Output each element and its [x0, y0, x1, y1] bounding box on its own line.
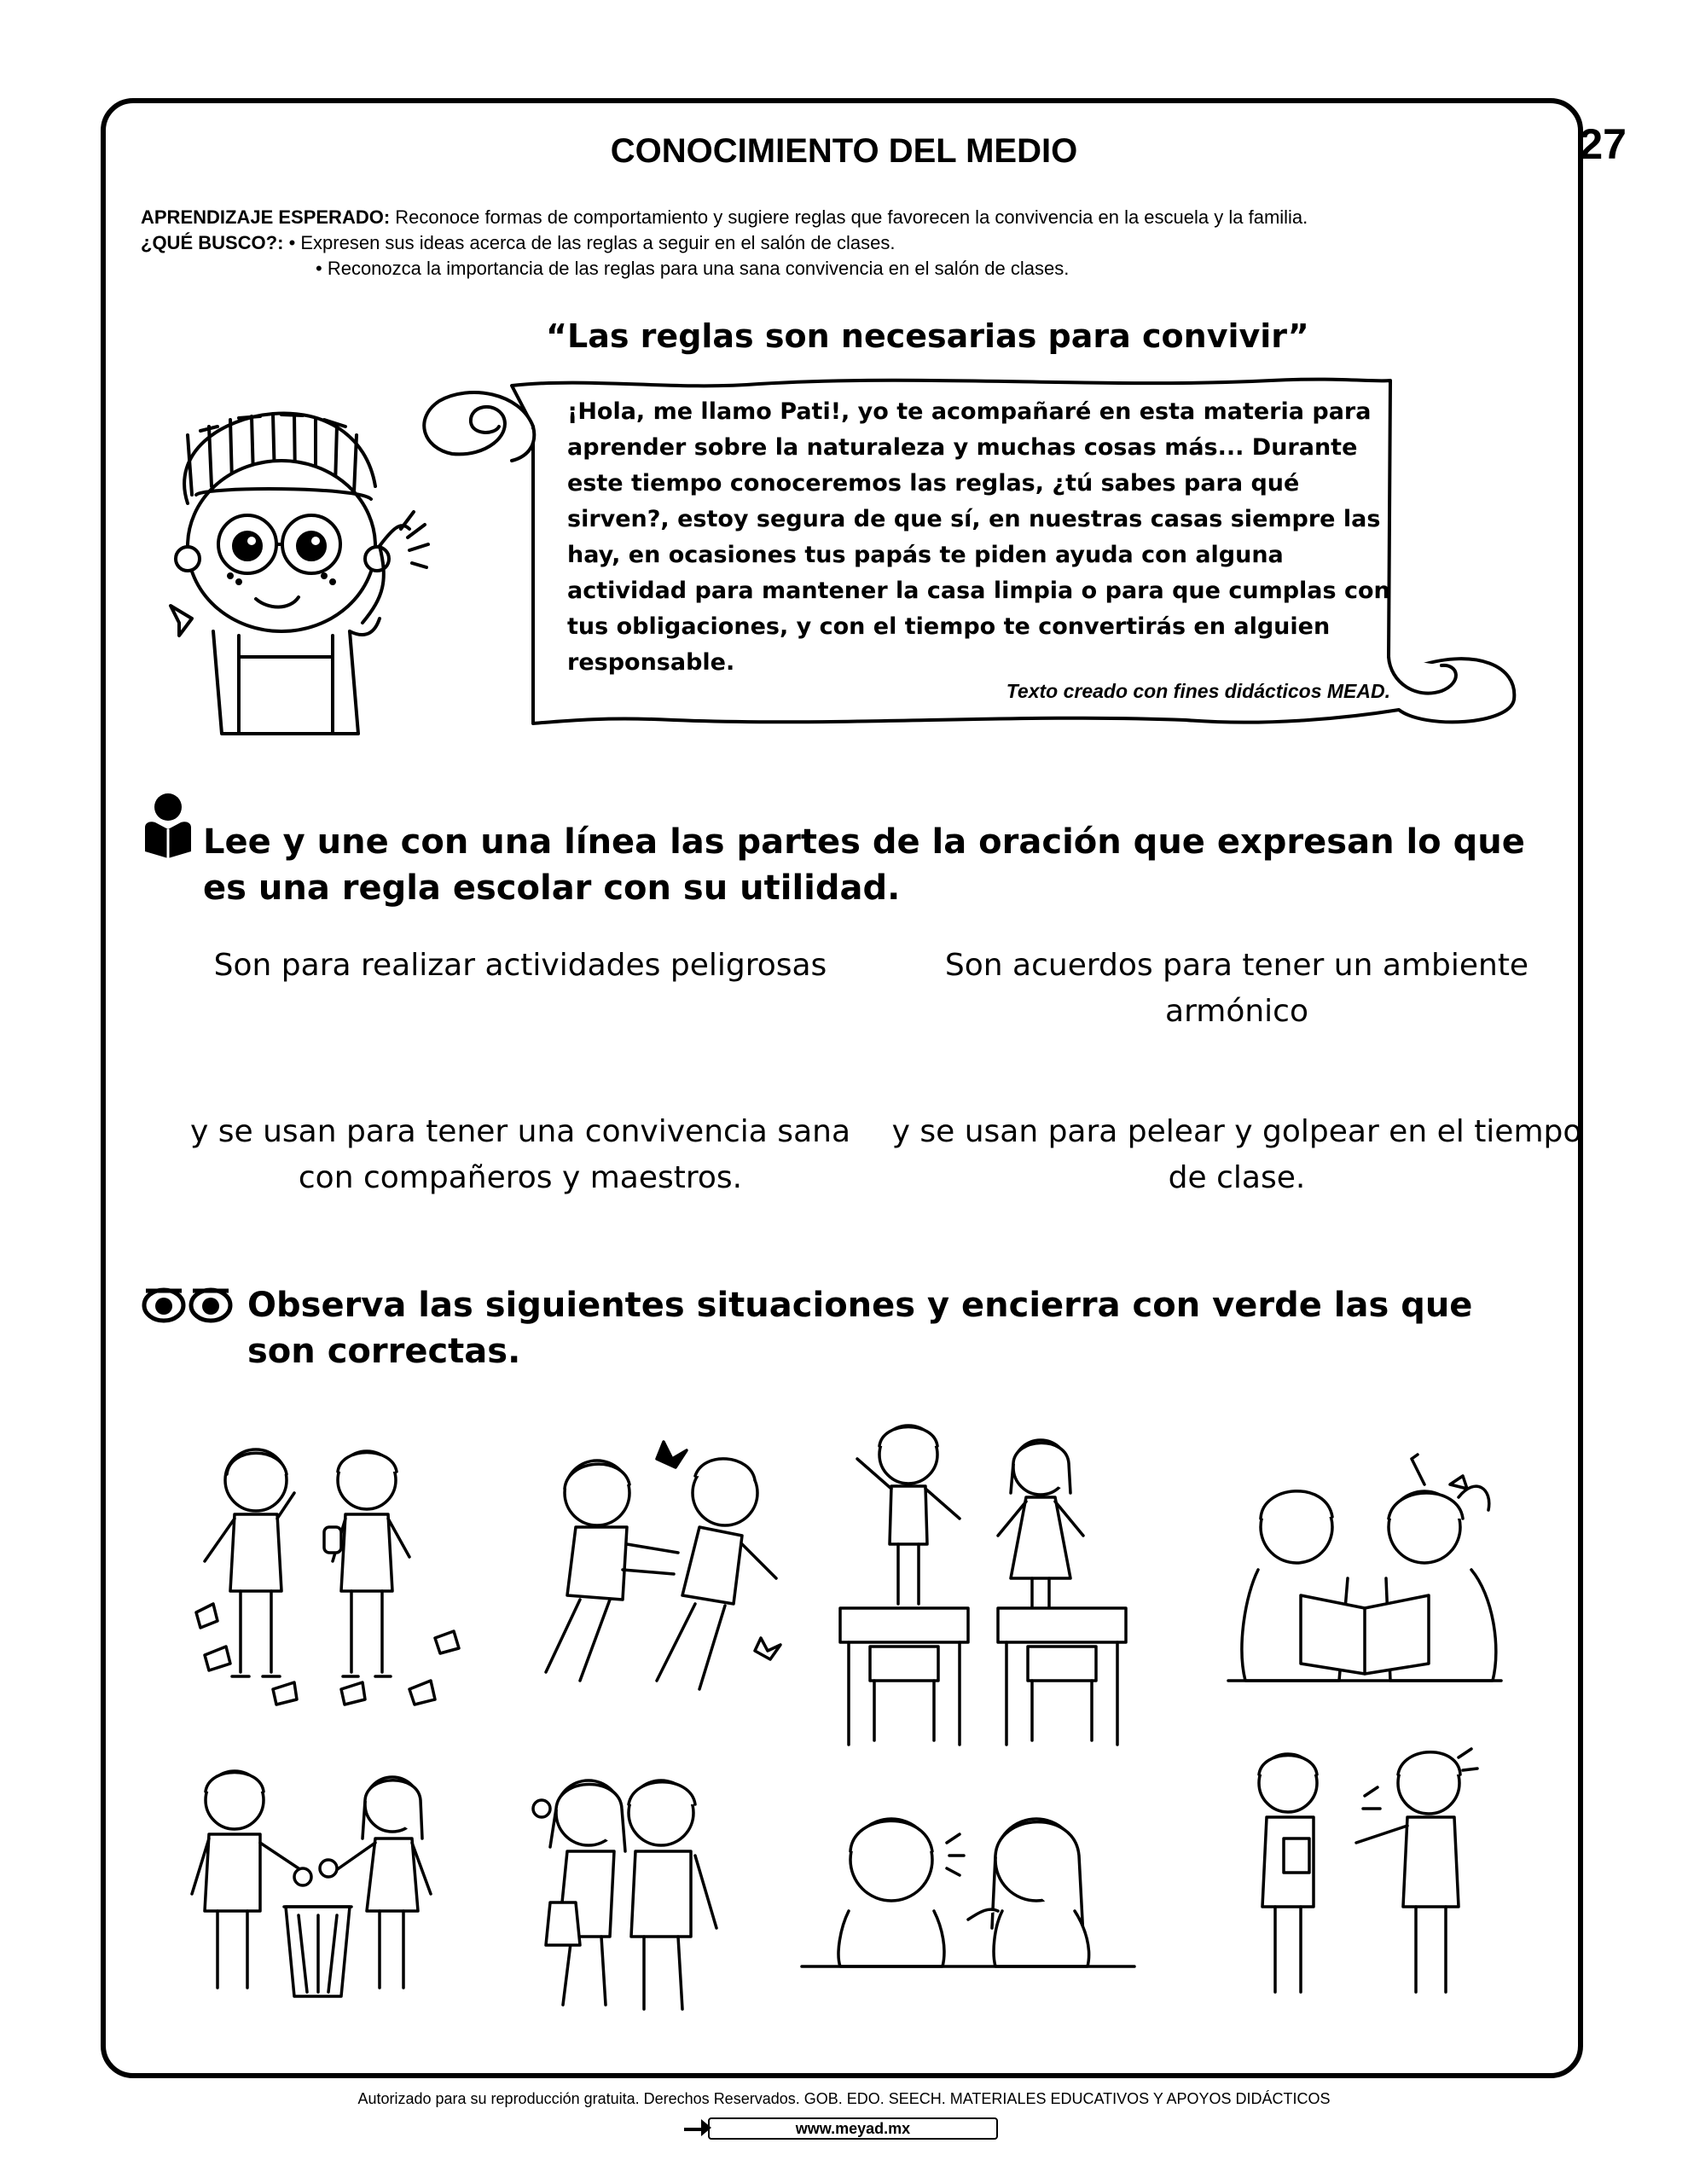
- learning-objectives: [141, 205, 1308, 282]
- scene-arguing[interactable]: [1228, 1736, 1510, 2009]
- phrase-convivencia[interactable]: y se usan para tener una convivencia sana con compañeros y maestros.: [189, 1114, 851, 1195]
- footer-license: Autorizado para su reproducción gratuita. Derechos Reservados. GOB. EDO. SEECH. MATERIALES EDUCATIVOS Y APOYOS DIDÁCTICOS: [357, 2090, 1331, 2107]
- activity1-instruction: Lee y une con una línea las partes de la oración que expresan lo que es una regla escolar con su utilidad.: [203, 822, 1525, 908]
- busco-label: ¿QUÉ BUSCO?:: [141, 232, 284, 253]
- subject-title: CONOCIMIENTO DEL MEDIO: [610, 132, 1078, 170]
- footer-url[interactable]: www.meyad.mx: [708, 2117, 998, 2140]
- scene-talking-at-desk[interactable]: [798, 1783, 1139, 1988]
- busco-item-1: • Expresen sus ideas acerca de las reglas a seguir en el salón de clases.: [283, 232, 896, 253]
- scene-littering[interactable]: [188, 1433, 469, 1715]
- page-number: 27: [1579, 120, 1627, 168]
- intro-text: ¡Hola, me llamo Pati!, yo te acompañaré en esta materia para aprender sobre la naturaleza y muchas cosas más... Durante este tiempo conoceremos las reglas, ¿tú sabes para qué sirven?, estoy segura de que sí, en nuestras casas siempre las hay, en ocasiones tus papás te piden ayuda con alguna actividad para mantener la casa limpia o para que cumplas con tus obligaciones, y con el tiempo te convertirás en alguien responsable.: [567, 398, 1390, 676]
- aprendizaje-label: APRENDIZAJE ESPERADO:: [141, 206, 391, 228]
- phrase-peligrosas[interactable]: Son para realizar actividades peligrosas: [213, 948, 827, 983]
- intro-title: “Las reglas son necesarias para convivir”: [546, 317, 1309, 355]
- aprendizaje-text: Reconoce formas de comportamiento y sugiere reglas que favorecen la convivencia en la escuela y la familia.: [390, 206, 1308, 228]
- scene-standing-on-desks[interactable]: [832, 1408, 1139, 1749]
- scene-recycling-trash[interactable]: [175, 1757, 465, 2005]
- scene-pushing[interactable]: [529, 1425, 802, 1706]
- activity2-instruction: Observa las siguientes situaciones y encierra con verde las que son correctas.: [247, 1286, 1473, 1371]
- busco-row: [141, 230, 1308, 256]
- busco-item-2: • Reconozca la importancia de las reglas para una sana convivencia en el salón de clases.: [316, 258, 1070, 279]
- reading-person-icon: [138, 792, 198, 860]
- scene-reading-together[interactable]: [1220, 1450, 1510, 1706]
- phrase-pelear[interactable]: y se usan para pelear y golpear en el tiempo de clase.: [891, 1114, 1582, 1195]
- girl-character-illustration: [154, 401, 461, 742]
- intro-credit: Texto creado con fines didácticos MEAD.: [1006, 680, 1390, 702]
- eyes-icon: [141, 1284, 235, 1323]
- phrase-acuerdos[interactable]: Son acuerdos para tener un ambiente armónico: [944, 948, 1529, 1029]
- aprendizaje-row: [141, 205, 1308, 230]
- scene-walking-together[interactable]: [525, 1757, 729, 2013]
